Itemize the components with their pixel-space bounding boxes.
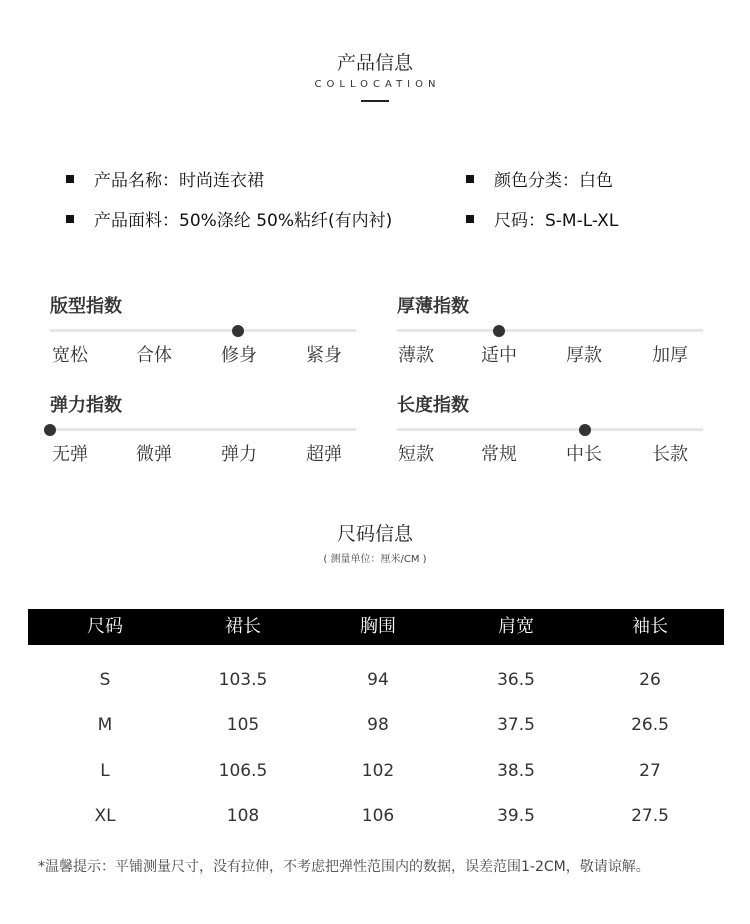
fit-index-track — [50, 329, 356, 332]
bust-header-cell: 胸围 — [360, 616, 396, 637]
table-cell: 38.5 — [497, 761, 535, 781]
table-cell: 103.5 — [218, 670, 268, 690]
table-cell: 102 — [361, 761, 395, 781]
title-divider — [361, 100, 389, 102]
length-index-label: 短款 — [398, 444, 434, 465]
square-bullet-icon — [466, 215, 474, 223]
fit-index-marker — [232, 325, 244, 337]
elasticity-index-label: 微弹 — [136, 444, 172, 465]
fit-index-label: 修身 — [221, 345, 257, 366]
table-cell: 26 — [639, 670, 661, 690]
square-bullet-icon — [66, 215, 74, 223]
thickness-index-title: 厚薄指数 — [397, 296, 469, 317]
thickness-index-marker — [493, 325, 505, 337]
length-index-label: 长款 — [652, 444, 688, 465]
length-index-label: 常规 — [481, 444, 517, 465]
elasticity-index-label: 弹力 — [221, 444, 257, 465]
size-chart-title: 尺码信息 — [336, 523, 413, 545]
table-cell: 26.5 — [631, 715, 669, 735]
square-bullet-icon — [466, 175, 474, 183]
table-cell: S — [99, 670, 111, 690]
table-cell: 98 — [367, 715, 389, 735]
square-bullet-icon — [66, 175, 74, 183]
table-cell: M — [97, 715, 113, 735]
table-cell: 94 — [367, 670, 389, 690]
elasticity-index-label: 无弹 — [52, 444, 88, 465]
table-cell: L — [100, 761, 110, 781]
length-index-label: 中长 — [566, 444, 602, 465]
section-subtitle: COLLOCATION — [314, 79, 441, 90]
size-header-cell: 尺码 — [87, 616, 123, 637]
size-table-header — [28, 609, 724, 645]
thickness-index-label: 薄款 — [398, 345, 434, 366]
info-size: 尺码：S-M-L-XL — [466, 206, 618, 231]
info-color: 颜色分类：白色 — [466, 166, 613, 191]
elasticity-index-label: 超弹 — [306, 444, 342, 465]
thickness-index-label: 适中 — [481, 345, 517, 366]
fit-index-label: 合体 — [136, 345, 172, 366]
size-chart-unit: ( 测量单位：厘米/CM ) — [323, 554, 427, 565]
length-index-track — [397, 428, 703, 431]
fit-index-title: 版型指数 — [50, 296, 122, 317]
table-cell: 36.5 — [497, 670, 535, 690]
info-product-name: 产品名称：时尚连衣裙 — [66, 166, 264, 191]
table-cell: 105 — [226, 715, 260, 735]
thickness-index-label: 厚款 — [566, 345, 602, 366]
table-cell: 27.5 — [631, 806, 669, 826]
elasticity-index-marker — [44, 424, 56, 436]
table-cell: 37.5 — [497, 715, 535, 735]
table-cell: 106 — [361, 806, 395, 826]
elasticity-index-track — [50, 428, 356, 431]
table-cell: 39.5 — [497, 806, 535, 826]
table-cell: 108 — [226, 806, 260, 826]
fit-index-label: 宽松 — [52, 345, 88, 366]
table-cell: XL — [94, 806, 116, 826]
length-header-cell: 裙长 — [225, 616, 261, 637]
elasticity-index-title: 弹力指数 — [50, 395, 122, 416]
measurement-note: *温馨提示：平铺测量尺寸，没有拉伸，不考虑把弹性范围内的数据，误差范围1-2CM，敬请谅解。 — [38, 859, 650, 875]
thickness-index-label: 加厚 — [652, 345, 688, 366]
thickness-index-track — [397, 329, 703, 332]
length-index-title: 长度指数 — [397, 395, 469, 416]
length-index-marker — [579, 424, 591, 436]
section-title: 产品信息 — [336, 52, 413, 74]
table-cell: 106.5 — [218, 761, 268, 781]
fit-index-label: 紧身 — [306, 345, 342, 366]
table-cell: 27 — [639, 761, 661, 781]
sleeve-header-cell: 袖长 — [632, 616, 668, 637]
shoulder-header-cell: 肩宽 — [498, 616, 534, 637]
info-fabric: 产品面料：50%涤纶 50%粘纤(有内衬) — [66, 206, 392, 231]
